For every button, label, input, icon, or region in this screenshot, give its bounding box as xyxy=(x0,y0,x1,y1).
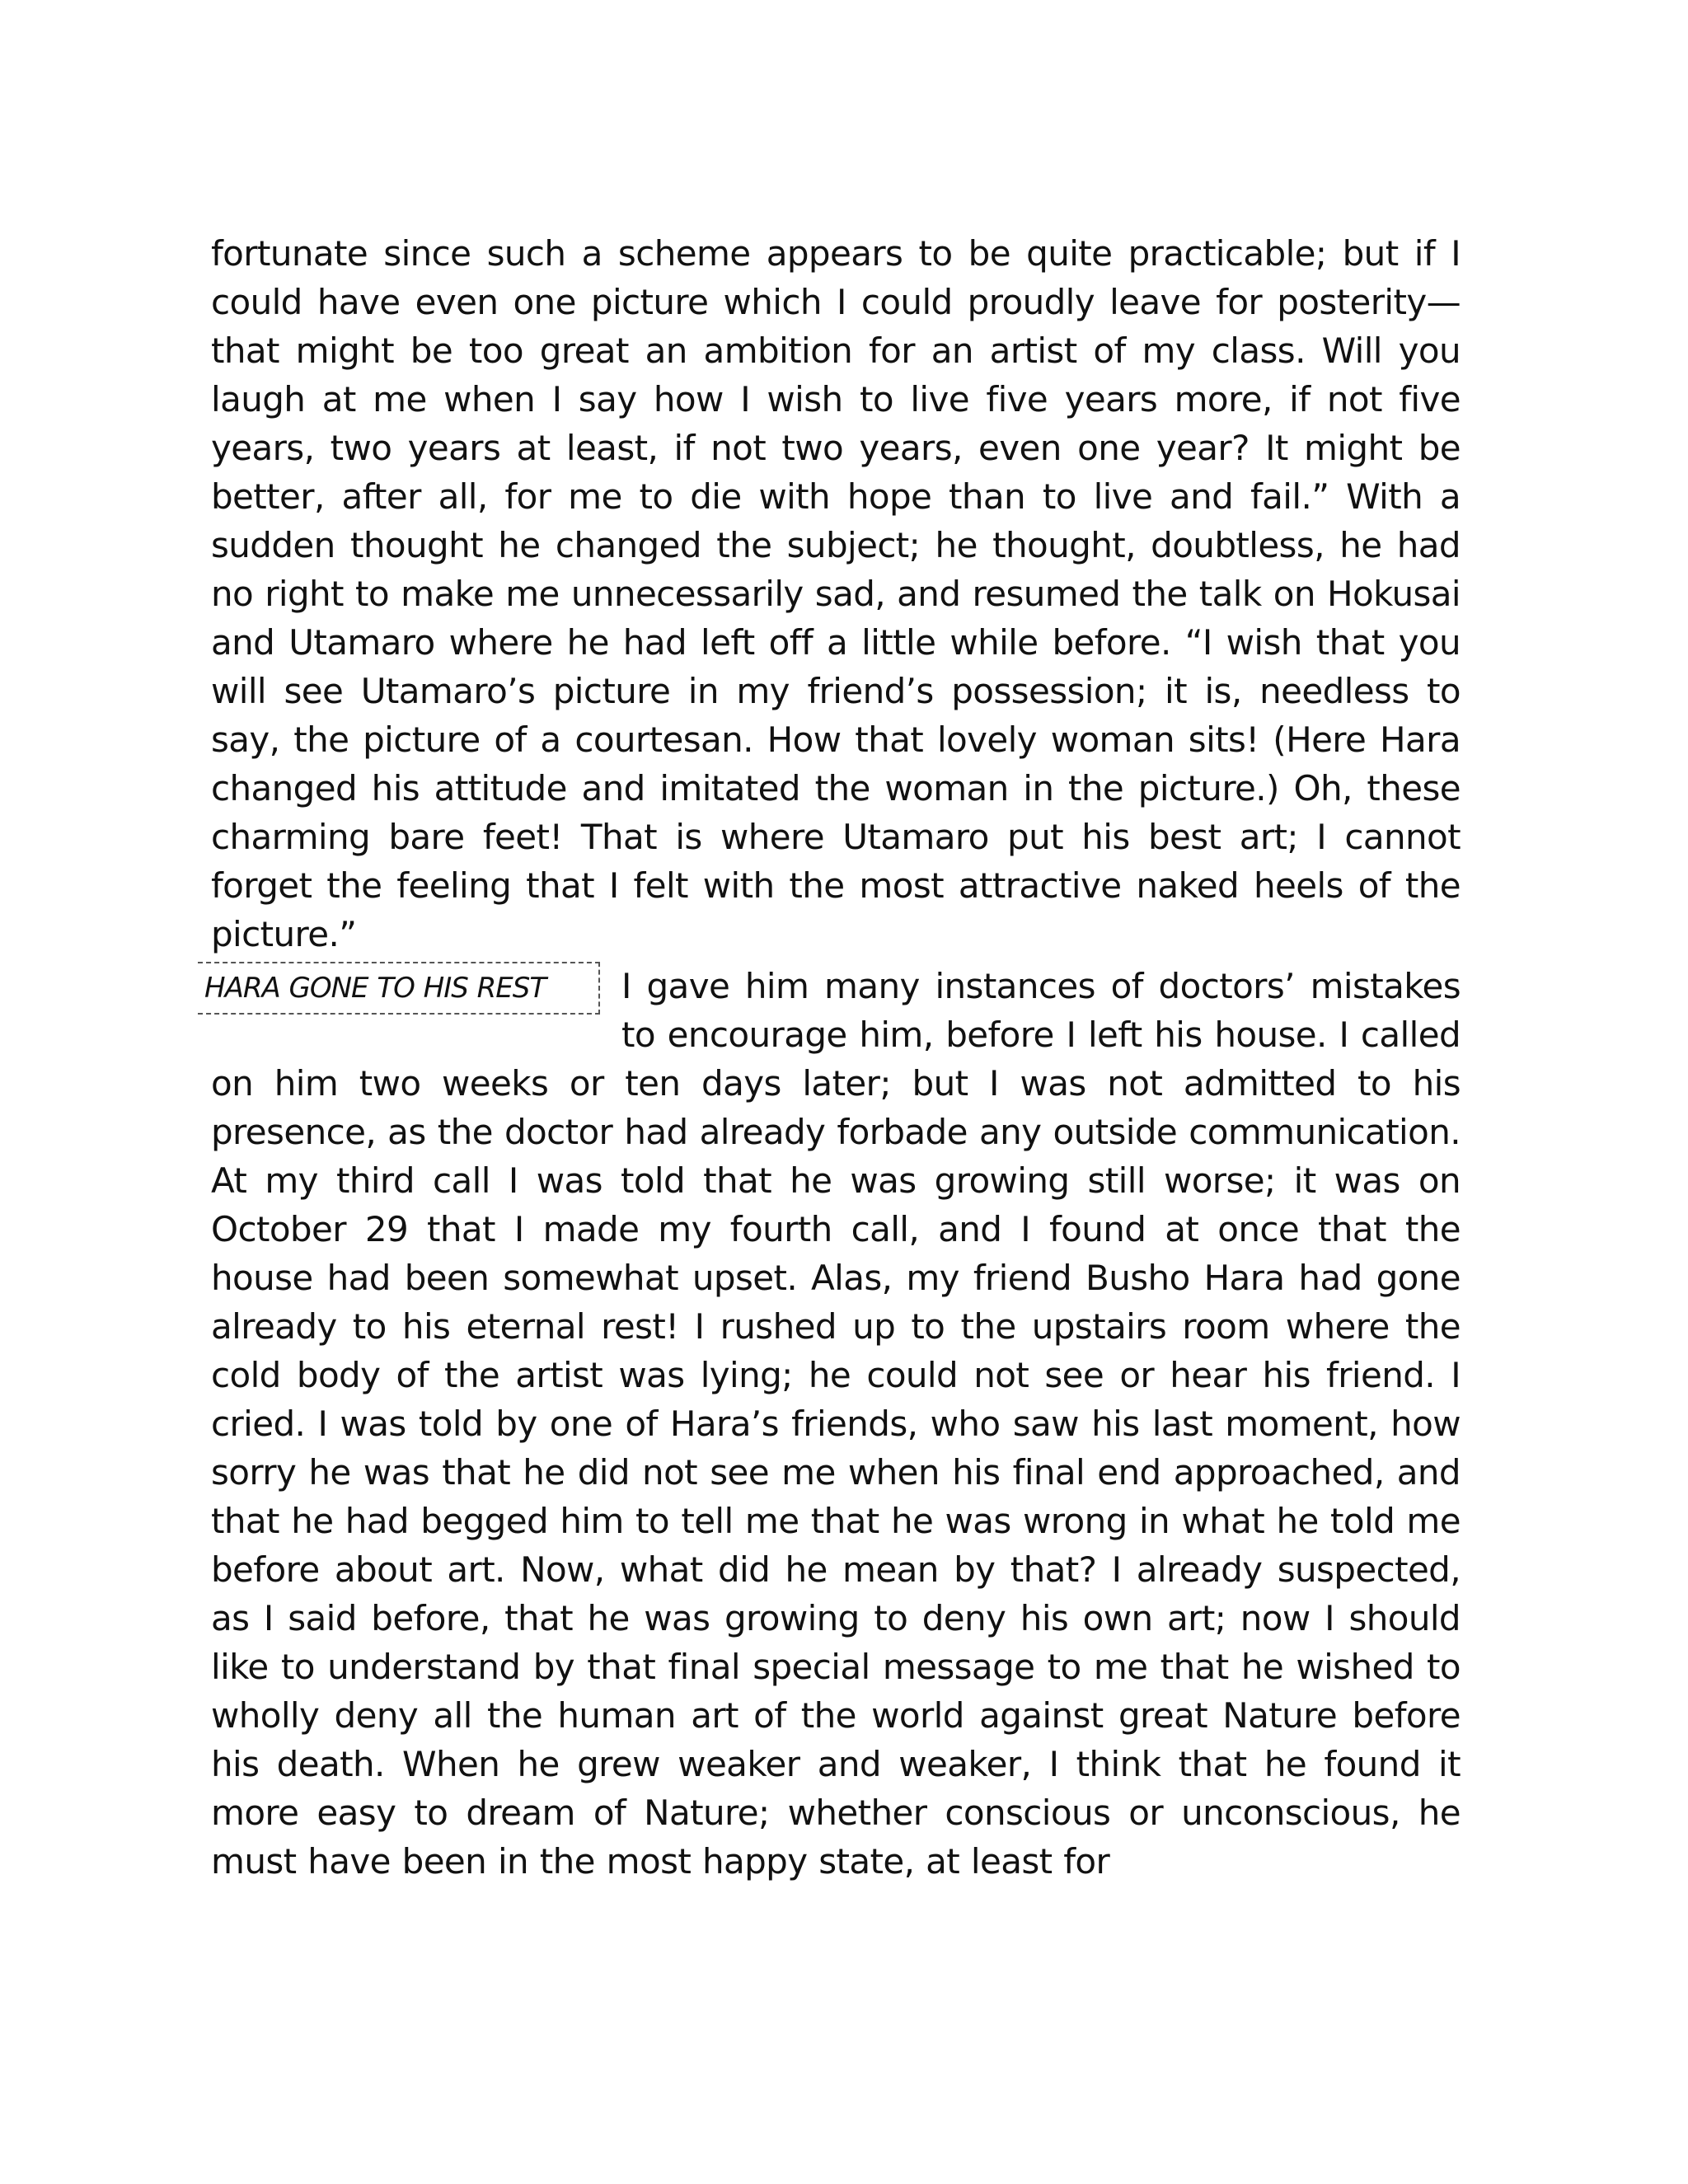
paragraph-body: I gave him many instances of doctors’ mistakes to encourage him, before I left his house. I called on him two weeks or ten days later; but I was not admitted to his presence, as the doctor had already forbade any outside communication. At my third call I was told that he was growing still worse; it was on October 29 that I made my fourth call, and I found at once that the house had been somewhat upset. Alas, my friend Busho Hara had gone already to his eternal rest! I rushed up to the upstairs room where the cold body of the artist was lying; he could not see or hear his friend. I cried. I was told by one of Hara’s friends, who saw his last moment, how sorry he was that he did not see me when his final end approached, and that he had begged him to tell me that he was wrong in what he told me before about art. Now, what did he mean by that? I already suspected, as I said before, that he was growing to deny his own art; now I should like to understand by that final special message to me that he wished to wholly deny all the human art of the world against great Nature before his death. When he grew weaker and weaker, I think that he found it more easy to dream of Nature; whether conscious or unconscious, he must have been in the most happy state, at least for xyxy=(211,966,1461,1882)
paragraph-with-sidenote xyxy=(204,962,1461,1886)
margin-sidenote: HARA GONE TO HIS REST xyxy=(198,962,600,1015)
paragraph-continued: fortunate since such a scheme appears to be quite practicable; but if I could have even one picture which I could proudly leave for posterity—that might be too great an ambition for an artist of my class. Will you laugh at me when I say how I wish to live five years more, if not five years, two years at least, if not two years, even one year? It might be better, after all, for me to die with hope than to live and fail.” With a sudden thought he changed the subject; he thought, doubtless, he had no right to make me unnecessarily sad, and resumed the talk on Hokusai and Utamaro where he had left off a little while before. “I wish that you will see Utamaro’s picture in my friend’s possession; it is, needless to say, the picture of a courtesan. How that lovely woman sits! (Here Hara changed his attitude and imitated the woman in the picture.) Oh, these charming bare feet! That is where Utamaro put his best art; I cannot forget the feeling that I felt with the most attractive naked heels of the picture.” xyxy=(211,233,1461,954)
